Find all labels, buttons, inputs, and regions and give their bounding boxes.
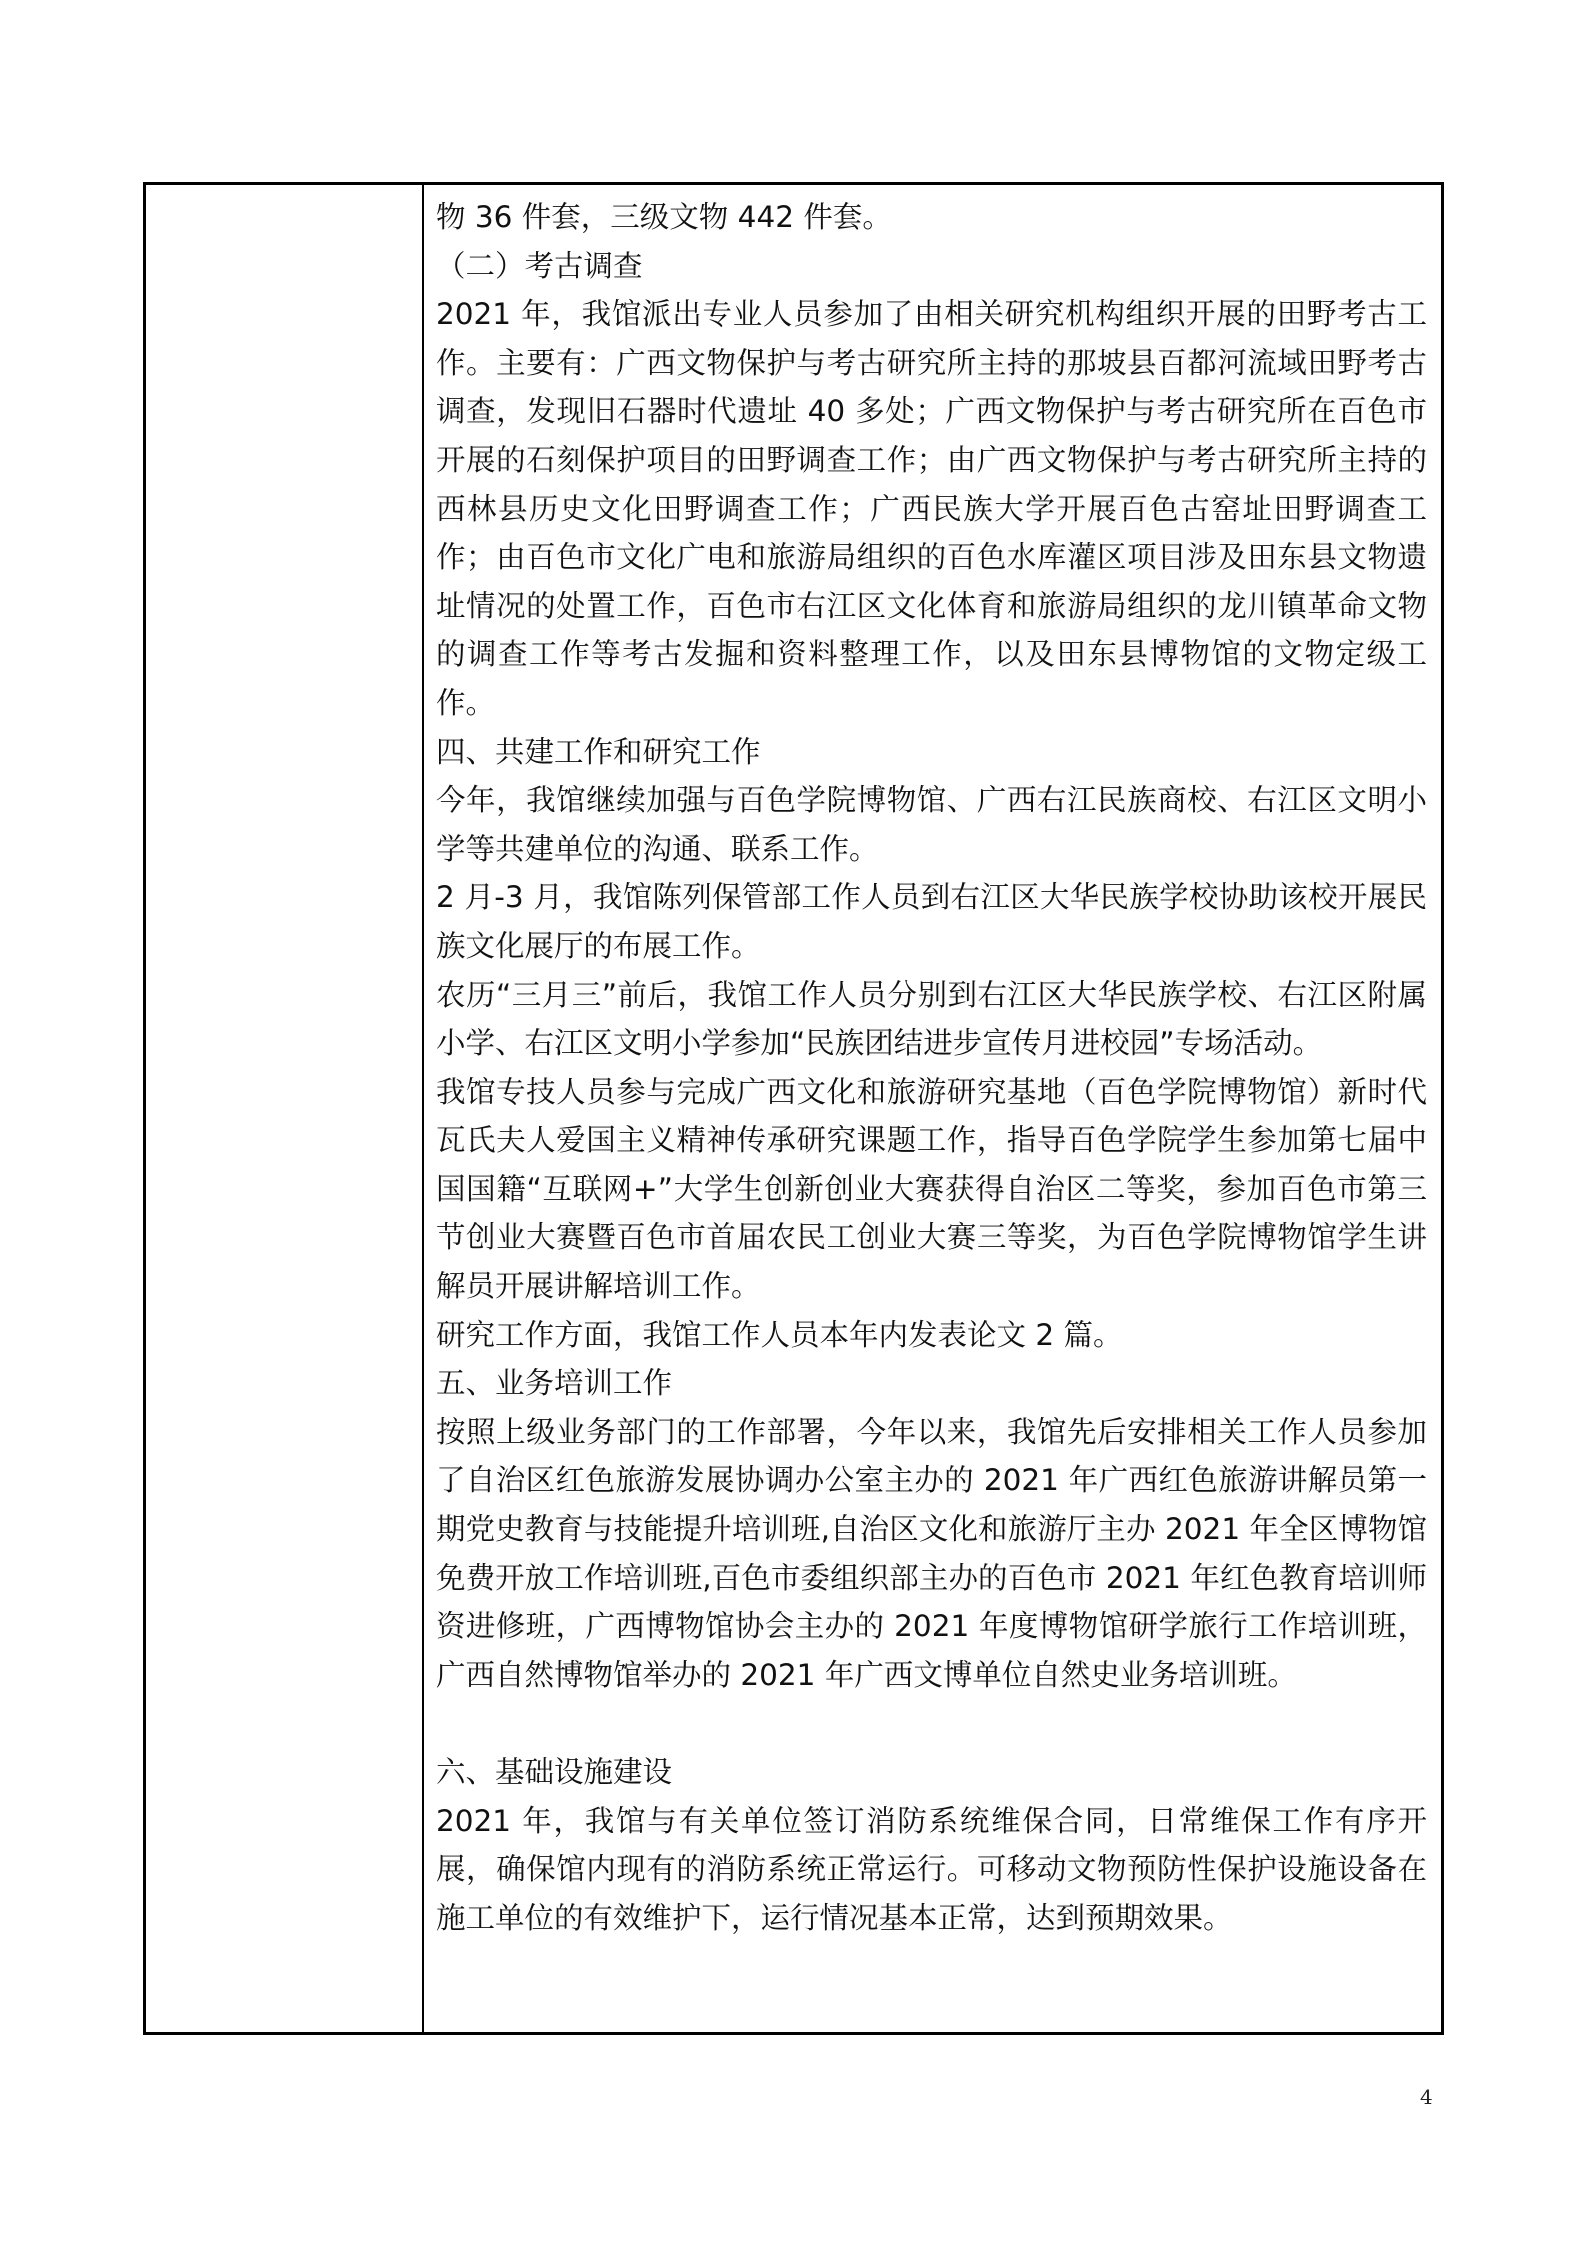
paragraph-exhibition-assist: 2 月-3 月，我馆陈列保管部工作人员到右江区大华民族学校协助该校开展民族文化展厅的布展工作。 xyxy=(436,880,1427,963)
paragraph-infrastructure: 2021 年，我馆与有关单位签订消防系统维保合同，日常维保工作有序开展，确保馆内现有的消防系统正常运行。可移动文物预防性保护设施设备在施工单位的有效维护下，运行情况基本正常，达到预期效果。 xyxy=(436,1803,1427,1935)
table-label-cell xyxy=(146,185,424,2032)
report-table xyxy=(143,182,1444,2035)
heading-business-training: 五、业务培训工作 xyxy=(436,1366,673,1401)
heading-infrastructure: 六、基础设施建设 xyxy=(436,1755,673,1789)
paragraph-research-project: 我馆专技人员参与完成广西文化和旅游研究基地（百色学院博物馆）新时代瓦氏夫人爱国主义精神传承研究课题工作，指导百色学院学生参加第七届中国国籍“互联网+”大学生创新创业大赛获得自治区二等奖，参加百色市第三节创业大赛暨百色市首届农民工创业大赛三等奖，为百色学院博物馆学生讲解员开展讲解培训工作。 xyxy=(436,1074,1427,1304)
table-content-cell xyxy=(424,185,1441,2032)
paragraph-business-training: 按照上级业务部门的工作部署，今年以来，我馆先后安排相关工作人员参加了自治区红色旅游发展协调办公室主办的 2021 年广西红色旅游讲解员第一期党史教育与技能提升培训班,自治区文化和旅游厅主办 2021 年全区博物馆免费开放工作培训班,百色市委组织部主办的百色市 2021 年红色教育培训师资进修班，广西博物馆协会主办的 2021 年度博物馆研学旅行工作培训班，广西自然博物馆举办的 2021 年广西文博单位自然史业务培训班。 xyxy=(436,1414,1427,1692)
paragraph-archaeological-survey: 2021 年，我馆派出专业人员参加了由相关研究机构组织开展的田野考古工作。主要有：广西文物保护与考古研究所主持的那坡县百都河流域田野考古调查，发现旧石器时代遗址 40 多处；广西文物保护与考古研究所在百色市开展的石刻保护项目的田野调查工作；由广西文物保护与考古研究所主持的西林县历史文化田野调查工作；广西民族大学开展百色古窑址田野调查工作；由百色市文化广电和旅游局组织的百色水库灌区项目涉及田东县文物遗址情况的处置工作，百色市右江区文化体育和旅游局组织的龙川镇革命文物的调查工作等考古发掘和资料整理工作，以及田东县博物馆的文物定级工作。 xyxy=(436,297,1427,720)
paragraph-cultural-relics-count: 物 36 件套，三级文物 442 件套。 xyxy=(436,200,892,234)
page-number: 4 xyxy=(1420,2085,1433,2109)
heading-archaeological-survey: （二）考古调查 xyxy=(436,248,643,283)
paragraph-papers-published: 研究工作方面，我馆工作人员本年内发表论文 2 篇。 xyxy=(436,1317,1123,1352)
heading-joint-construction-research: 四、共建工作和研究工作 xyxy=(436,734,761,769)
paragraph-sanyuesan-activity: 农历“三月三”前后，我馆工作人员分别到右江区大华民族学校、右江区附属小学、右江区文明小学参加“民族团结进步宣传月进校园”专场活动。 xyxy=(436,977,1427,1061)
blank-line xyxy=(436,1699,1427,1748)
content-body xyxy=(436,193,1427,1942)
paragraph-joint-construction: 今年，我馆继续加强与百色学院博物馆、广西右江民族商校、右江区文明小学等共建单位的沟通、联系工作。 xyxy=(436,783,1427,866)
